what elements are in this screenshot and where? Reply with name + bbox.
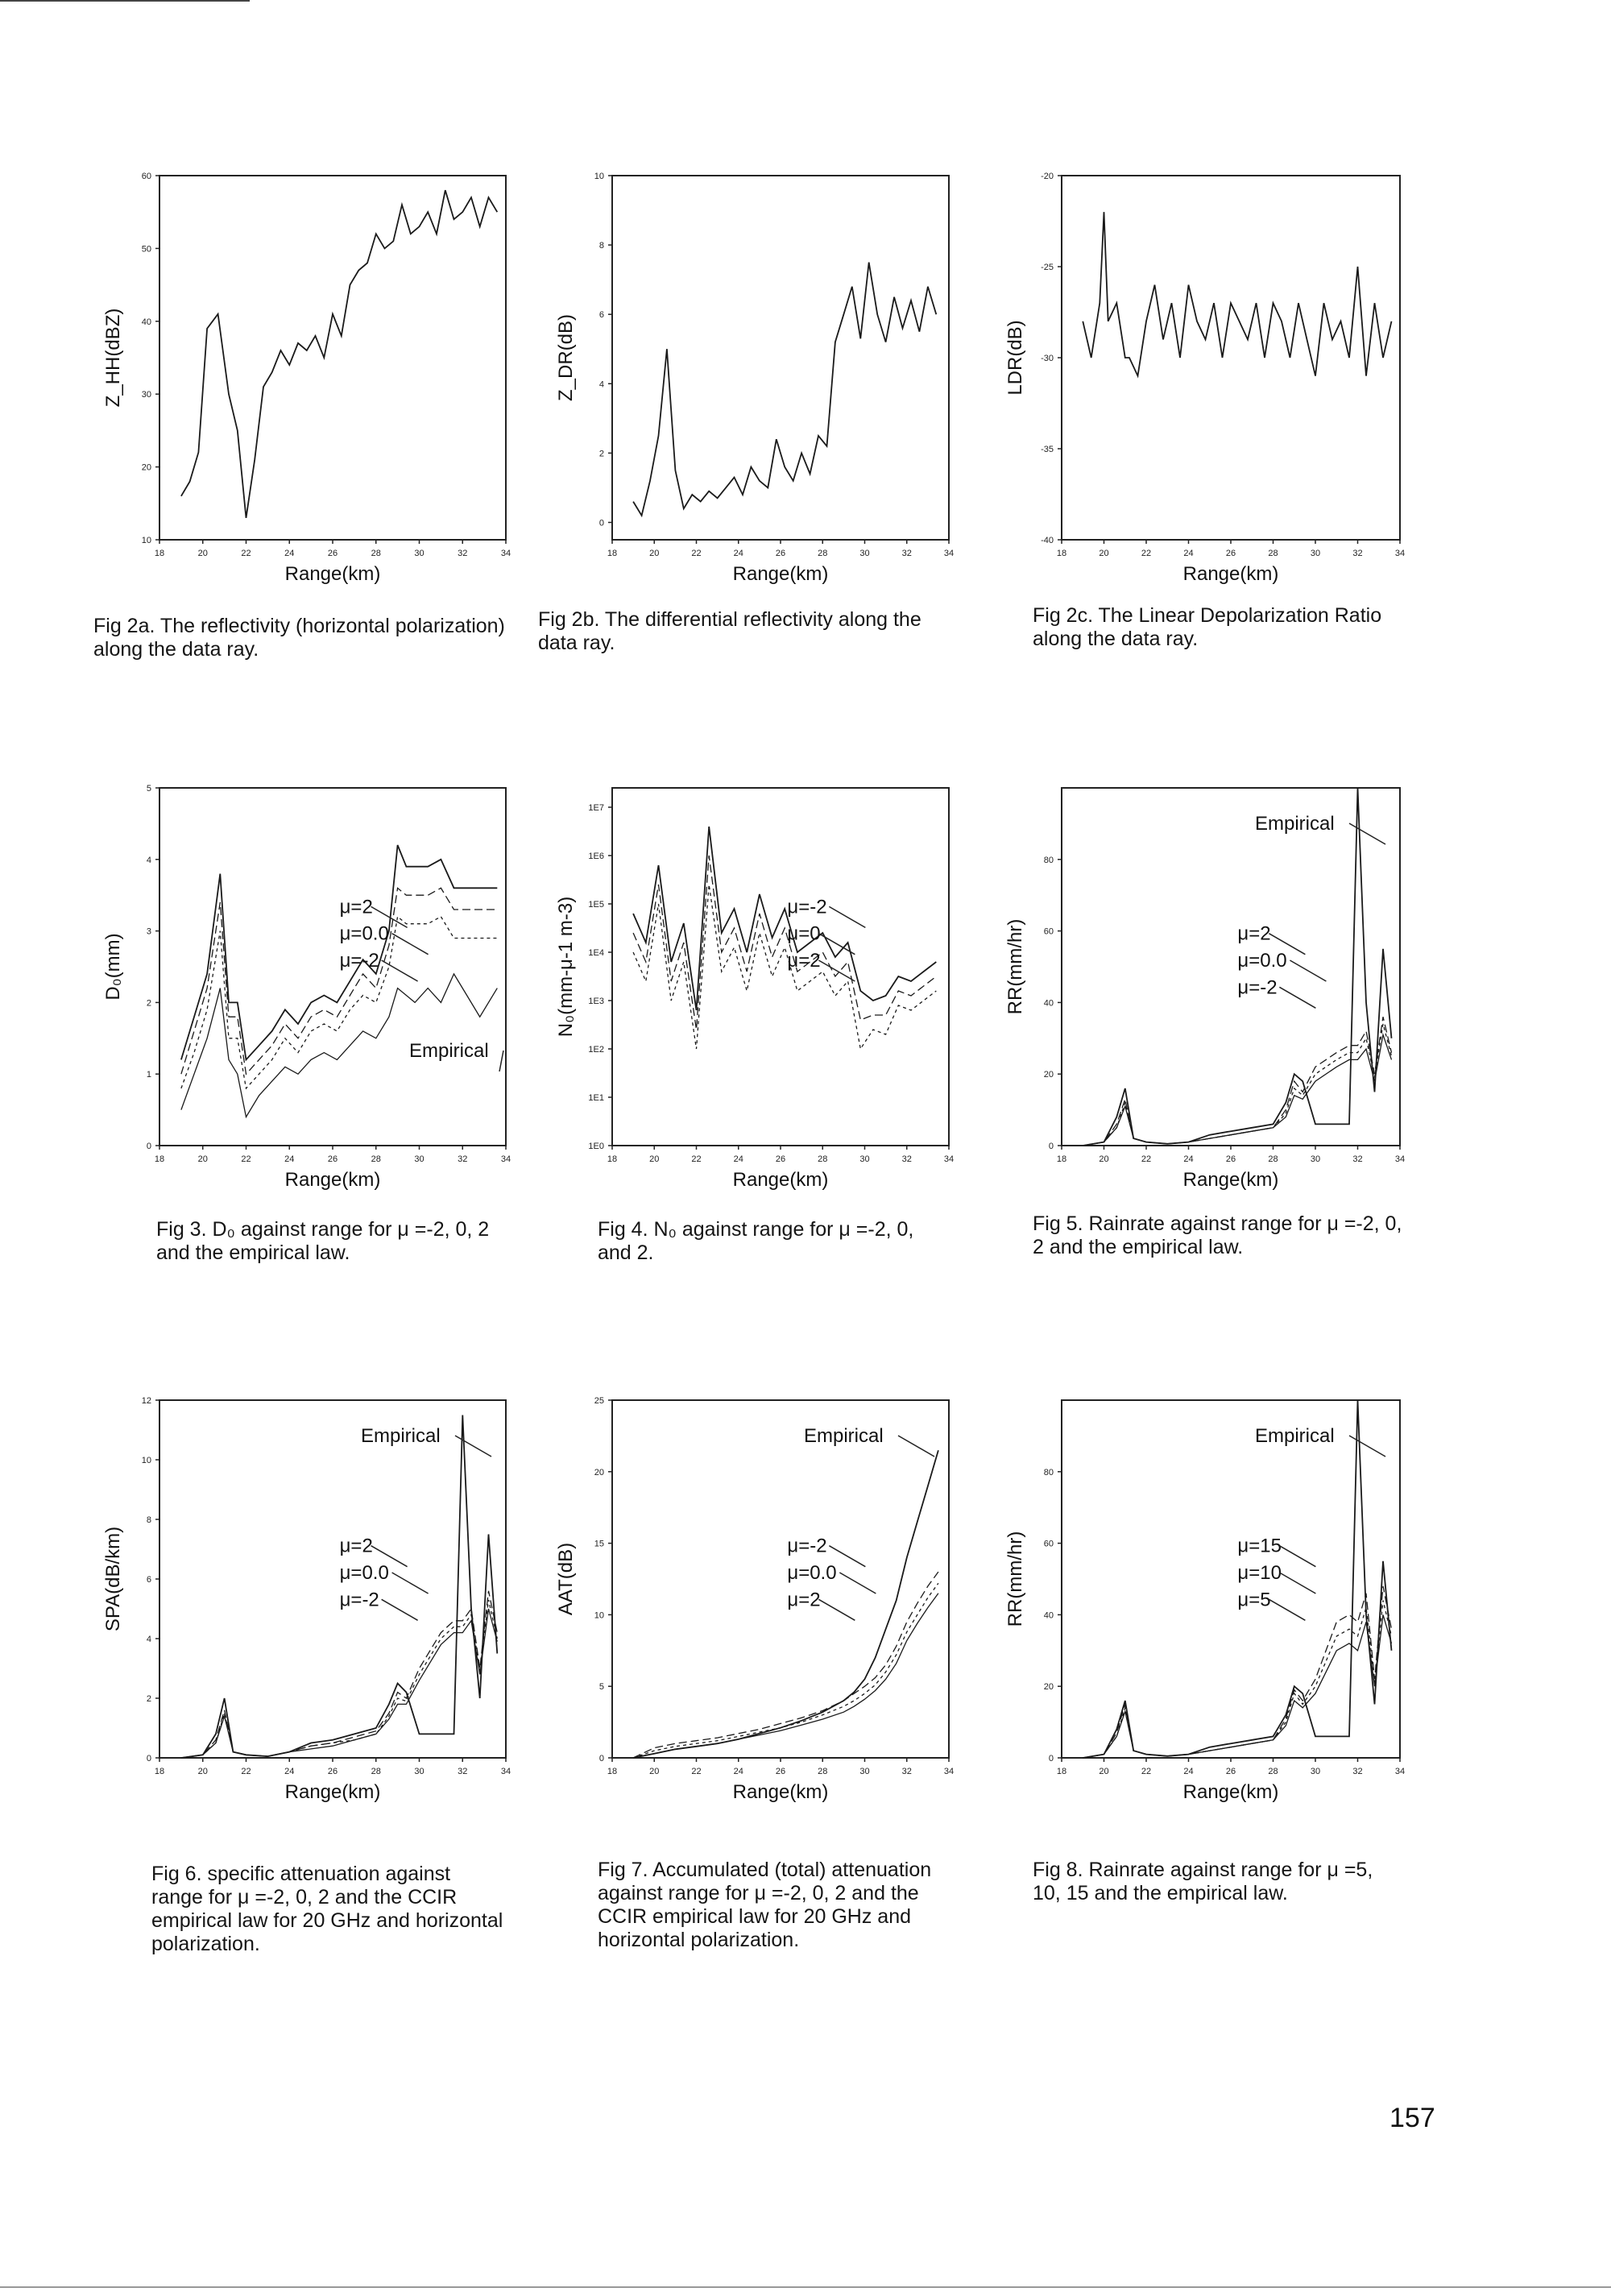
fig5-chart	[991, 773, 1410, 1192]
y-axis-label: LDR(dB)	[1004, 320, 1026, 396]
x-tick-label: 22	[241, 1767, 251, 1776]
y-axis-label: AAT(dB)	[555, 1542, 577, 1616]
x-tick-label: 30	[414, 549, 424, 558]
annotation-label: μ=2	[339, 896, 373, 918]
fig5-caption: Fig 5. Rainrate against range for μ =-2, 0, 2 and the empirical law.	[1033, 1212, 1402, 1258]
y-tick-label: 40	[1043, 998, 1054, 1009]
x-tick-label: 32	[458, 549, 468, 558]
y-tick-label: -20	[1041, 172, 1054, 181]
y-tick-label: 40	[141, 317, 151, 327]
x-tick-label: 24	[1183, 1767, 1194, 1776]
x-tick-label: 34	[500, 1767, 511, 1776]
annotation-label: Empirical	[1255, 1425, 1335, 1447]
x-tick-label: 32	[1352, 1154, 1363, 1164]
annotation-leader	[382, 1599, 418, 1620]
fig2a-chart	[97, 161, 516, 585]
y-axis-label: N₀(mm-μ-1 m-3)	[555, 896, 577, 1038]
annotation-label: μ=0.0	[339, 1562, 389, 1584]
x-tick-label: 32	[1352, 1767, 1363, 1776]
annotation-label: Empirical	[804, 1425, 884, 1447]
x-tick-label: 20	[649, 1154, 660, 1164]
x-tick-label: 20	[649, 1767, 660, 1776]
fig2c-caption: Fig 2c. The Linear Depolarization Ratio along the data ray.	[1033, 604, 1382, 650]
x-tick-label: 34	[943, 1154, 955, 1164]
x-tick-label: 26	[775, 1154, 786, 1164]
fig8-chart	[991, 1386, 1410, 1805]
x-tick-label: 18	[1056, 1767, 1067, 1776]
page-number: 157	[1389, 2103, 1435, 2133]
series-line-Empirical	[633, 1450, 938, 1758]
y-tick-label: 0	[598, 1754, 604, 1763]
y-tick-label: 1E6	[588, 852, 604, 861]
x-tick-label: 18	[154, 549, 165, 558]
y-tick-label: 60	[1043, 1539, 1054, 1549]
fig2b-panel	[538, 161, 959, 654]
y-tick-label: 2	[598, 449, 604, 459]
fig6-caption: Fig 6. specific attenuation against range for μ =-2, 0, 2 and the CCIR empirical law for 20 GHz and horizontal polarization.	[151, 1863, 503, 1955]
fig2c-panel	[991, 161, 1410, 650]
y-tick-label: 1E1	[588, 1093, 604, 1103]
y-tick-label: 1	[146, 1070, 151, 1080]
x-axis-label: Range(km)	[1182, 1781, 1279, 1803]
annotation-leader	[1349, 823, 1385, 844]
annotation-leader	[818, 934, 855, 955]
x-tick-label: 32	[901, 1154, 912, 1164]
annotation-label: μ=5	[1237, 1589, 1271, 1611]
x-tick-label: 20	[1099, 1767, 1109, 1776]
y-tick-label: 8	[146, 1515, 151, 1525]
x-tick-label: 22	[691, 1154, 702, 1164]
series-line-μ=-2	[633, 827, 936, 1010]
y-tick-label: 5	[598, 1682, 604, 1693]
x-tick-label: 34	[500, 1154, 511, 1164]
y-tick-label: 20	[1043, 1682, 1054, 1693]
y-tick-label: 20	[1043, 1070, 1054, 1080]
fig2b-chart	[540, 161, 959, 585]
plot-frame	[159, 788, 506, 1146]
x-tick-label: 18	[154, 1767, 165, 1776]
x-tick-label: 18	[607, 1154, 618, 1164]
y-tick-label: 1E7	[588, 803, 604, 813]
y-tick-label: 40	[1043, 1610, 1054, 1621]
y-axis-label: D₀(mm)	[102, 933, 124, 1001]
x-axis-label: Range(km)	[284, 1781, 381, 1803]
x-tick-label: 30	[859, 549, 870, 558]
x-tick-label: 30	[414, 1154, 424, 1164]
y-tick-label: 6	[598, 310, 604, 321]
annotation-label: μ=2	[339, 1535, 373, 1557]
x-tick-label: 22	[1141, 1154, 1152, 1164]
annotation-label: μ=0.0	[787, 1562, 837, 1584]
annotation-leader	[818, 1599, 855, 1620]
y-tick-label: 3	[146, 926, 151, 937]
fig7-panel	[540, 1386, 959, 1982]
plot-frame	[612, 1400, 949, 1758]
y-tick-label: 4	[598, 379, 604, 390]
y-axis-label: Z_HH(dBZ)	[102, 308, 124, 408]
x-axis-label: Range(km)	[732, 1169, 829, 1191]
x-axis-label: Range(km)	[284, 563, 381, 585]
x-tick-label: 18	[1056, 549, 1067, 558]
x-tick-label: 28	[818, 549, 828, 558]
series-line-μ=2	[1083, 1017, 1391, 1146]
x-tick-label: 18	[154, 1154, 165, 1164]
fig5-panel	[991, 773, 1410, 1273]
y-tick-label: 80	[1043, 855, 1054, 865]
x-tick-label: 26	[1225, 1154, 1236, 1164]
annotation-leader	[382, 960, 418, 981]
x-tick-label: 32	[1352, 549, 1363, 558]
series-line-μ=0	[633, 856, 936, 1030]
x-tick-label: 30	[1310, 549, 1321, 558]
x-tick-label: 34	[500, 549, 511, 558]
series-line-μ=0.0	[1083, 1024, 1391, 1146]
y-tick-label: 6	[146, 1575, 151, 1585]
y-tick-label: 0	[1048, 1754, 1054, 1763]
x-tick-label: 30	[1310, 1154, 1321, 1164]
series-line-μ=10	[1083, 1601, 1391, 1758]
x-tick-label: 32	[901, 1767, 912, 1776]
y-tick-label: 10	[594, 1610, 604, 1621]
x-axis-label: Range(km)	[732, 1781, 829, 1803]
plot-frame	[1062, 788, 1400, 1146]
annotation-leader	[455, 1436, 491, 1457]
annotation-label: Empirical	[361, 1425, 441, 1447]
x-tick-label: 30	[859, 1767, 870, 1776]
annotation-label: μ=-2	[339, 1589, 379, 1611]
y-tick-label: 4	[146, 855, 151, 865]
x-tick-label: 26	[775, 549, 786, 558]
annotation-leader	[499, 1051, 503, 1071]
annotation-label: μ=2	[1237, 922, 1271, 945]
y-tick-label: 60	[1043, 926, 1054, 937]
plot-frame	[159, 176, 506, 540]
annotation-leader	[392, 934, 429, 955]
x-tick-label: 26	[775, 1767, 786, 1776]
annotation-leader	[392, 1573, 429, 1594]
annotation-leader	[1279, 987, 1315, 1008]
x-tick-label: 26	[327, 549, 338, 558]
x-tick-label: 28	[371, 1767, 381, 1776]
annotation-leader	[1269, 1599, 1305, 1620]
x-tick-label: 24	[1183, 549, 1194, 558]
y-tick-label: 1E5	[588, 900, 604, 910]
x-axis-label: Range(km)	[284, 1169, 381, 1191]
fig2c-chart	[991, 161, 1410, 585]
fig4-chart	[540, 773, 959, 1192]
series-line-μ=2	[633, 1594, 938, 1758]
fig2b-caption: Fig 2b. The differential reflectivity along the data ray.	[538, 608, 921, 654]
fig8-panel	[991, 1386, 1410, 1982]
x-tick-label: 34	[943, 1767, 955, 1776]
y-tick-label: 20	[594, 1467, 604, 1477]
series-line-μ=-2	[181, 1609, 497, 1758]
series-line-Z_DR	[633, 263, 936, 516]
y-tick-label: 15	[594, 1539, 604, 1549]
x-tick-label: 30	[414, 1767, 424, 1776]
annotation-label: μ=0.0	[1237, 950, 1287, 972]
x-tick-label: 22	[691, 1767, 702, 1776]
y-tick-label: 1E0	[588, 1142, 604, 1151]
series-line-μ=-2	[1083, 1034, 1391, 1146]
bottom-rule	[0, 2286, 1611, 2288]
y-tick-label: 50	[141, 244, 151, 255]
y-tick-label: 10	[141, 1456, 151, 1465]
y-tick-label: 80	[1043, 1467, 1054, 1477]
x-tick-label: 28	[1268, 1154, 1278, 1164]
annotation-leader	[1279, 1546, 1315, 1567]
x-tick-label: 28	[818, 1154, 828, 1164]
fig8-caption: Fig 8. Rainrate against range for μ =5, 10, 15 and the empirical law.	[1033, 1859, 1373, 1904]
x-axis-label: Range(km)	[1182, 1169, 1279, 1191]
y-tick-label: 30	[141, 390, 151, 400]
y-tick-label: 5	[146, 784, 151, 794]
x-tick-label: 20	[197, 1154, 208, 1164]
y-axis-label: Z_DR(dB)	[555, 313, 577, 402]
annotation-leader	[1349, 1436, 1385, 1457]
x-tick-label: 34	[1394, 549, 1406, 558]
fig3-caption: Fig 3. D₀ against range for μ =-2, 0, 2 and the empirical law.	[156, 1218, 490, 1264]
annotation-label: μ=-2	[787, 896, 827, 918]
x-tick-label: 20	[197, 549, 208, 558]
x-tick-label: 26	[327, 1767, 338, 1776]
plot-frame	[612, 788, 949, 1146]
series-line-LDR	[1083, 212, 1391, 375]
x-tick-label: 20	[1099, 1154, 1109, 1164]
annotation-label: μ=15	[1237, 1535, 1282, 1557]
y-tick-label: 0	[1048, 1142, 1054, 1151]
y-tick-label: -25	[1041, 263, 1054, 272]
annotation-label: μ=10	[1237, 1562, 1282, 1584]
y-tick-label: 1E4	[588, 948, 604, 958]
x-tick-label: 24	[733, 1767, 743, 1776]
series-line-μ=-2	[633, 1572, 938, 1758]
x-tick-label: 26	[1225, 549, 1236, 558]
y-axis-label: RR(mm/hr)	[1004, 918, 1026, 1015]
y-tick-label: 25	[594, 1396, 604, 1406]
annotation-label: μ=2	[787, 1589, 821, 1611]
x-tick-label: 24	[733, 549, 743, 558]
x-tick-label: 18	[1056, 1154, 1067, 1164]
y-tick-label: 2	[146, 1694, 151, 1704]
annotation-label: μ=-2	[787, 1535, 827, 1557]
y-tick-label: 1E2	[588, 1045, 604, 1055]
annotation-leader	[1279, 1573, 1315, 1594]
annotation-leader	[898, 1436, 934, 1457]
y-tick-label: 8	[598, 241, 604, 251]
fig2a-panel	[93, 161, 516, 661]
y-tick-label: 4	[146, 1635, 151, 1644]
fig3-panel	[97, 773, 516, 1273]
x-tick-label: 28	[818, 1767, 828, 1776]
x-tick-label: 28	[1268, 1767, 1278, 1776]
x-axis-label: Range(km)	[732, 563, 829, 585]
x-tick-label: 18	[607, 1767, 618, 1776]
annotation-label: Empirical	[409, 1040, 489, 1062]
x-tick-label: 22	[691, 549, 702, 558]
fig7-caption: Fig 7. Accumulated (total) attenuation against range for μ =-2, 0, 2 and the CCIR empirical law for 20 GHz and horizontal polarization.	[598, 1859, 932, 1951]
x-tick-label: 22	[241, 1154, 251, 1164]
annotation-label: μ=-2	[339, 950, 379, 972]
y-tick-label: 10	[594, 172, 604, 181]
annotation-leader	[829, 906, 865, 927]
x-tick-label: 18	[607, 549, 618, 558]
x-tick-label: 20	[649, 549, 660, 558]
x-tick-label: 32	[458, 1154, 468, 1164]
y-tick-label: 10	[141, 536, 151, 545]
plot-frame	[1062, 1400, 1400, 1758]
series-line-Empirical	[181, 1415, 497, 1759]
fig4-panel	[540, 773, 959, 1273]
x-tick-label: 30	[1310, 1767, 1321, 1776]
x-tick-label: 22	[241, 549, 251, 558]
top-rule	[0, 0, 250, 2]
x-tick-label: 20	[1099, 549, 1109, 558]
y-tick-label: 1E3	[588, 997, 604, 1006]
y-tick-label: -30	[1041, 354, 1054, 363]
annotation-label: Empirical	[1255, 813, 1335, 835]
x-tick-label: 24	[284, 1154, 295, 1164]
x-tick-label: 34	[1394, 1154, 1406, 1164]
fig3-chart	[97, 773, 516, 1192]
x-tick-label: 22	[1141, 1767, 1152, 1776]
plot-frame	[159, 1400, 506, 1758]
x-tick-label: 28	[371, 549, 381, 558]
y-tick-label: 2	[146, 998, 151, 1009]
fig4-caption: Fig 4. N₀ against range for μ =-2, 0, and 2.	[598, 1218, 914, 1264]
annotation-label: μ=-2	[1237, 976, 1278, 999]
x-tick-label: 28	[371, 1154, 381, 1164]
x-tick-label: 30	[859, 1154, 870, 1164]
x-tick-label: 34	[943, 549, 955, 558]
annotation-label: μ=0	[787, 922, 821, 945]
x-tick-label: 24	[1183, 1154, 1194, 1164]
x-tick-label: 24	[284, 549, 295, 558]
series-line-Z_HH	[181, 190, 497, 518]
x-tick-label: 26	[1225, 1767, 1236, 1776]
y-tick-label: 0	[146, 1142, 151, 1151]
x-tick-label: 24	[284, 1767, 295, 1776]
x-tick-label: 22	[1141, 549, 1152, 558]
fig2a-caption: Fig 2a. The reflectivity (horizontal polarization) along the data ray.	[93, 615, 505, 661]
fig6-panel	[97, 1386, 516, 1982]
plot-frame	[612, 176, 949, 540]
y-tick-label: -40	[1041, 536, 1054, 545]
y-tick-label: 0	[146, 1754, 151, 1763]
annotation-label: μ=2	[787, 950, 821, 972]
fig6-chart	[97, 1386, 516, 1805]
annotation-leader	[1290, 960, 1326, 981]
y-tick-label: -35	[1041, 445, 1054, 454]
y-tick-label: 0	[598, 518, 604, 528]
fig7-chart	[540, 1386, 959, 1805]
x-tick-label: 26	[327, 1154, 338, 1164]
x-tick-label: 24	[733, 1154, 743, 1164]
y-axis-label: SPA(dB/km)	[102, 1526, 124, 1632]
annotation-leader	[839, 1573, 876, 1594]
x-tick-label: 32	[458, 1767, 468, 1776]
x-tick-label: 20	[197, 1767, 208, 1776]
x-tick-label: 32	[901, 549, 912, 558]
x-tick-label: 28	[1268, 549, 1278, 558]
y-tick-label: 12	[141, 1396, 151, 1406]
y-tick-label: 20	[141, 462, 151, 473]
annotation-label: μ=0.0	[339, 922, 389, 945]
x-tick-label: 34	[1394, 1767, 1406, 1776]
y-axis-label: RR(mm/hr)	[1004, 1531, 1026, 1627]
x-axis-label: Range(km)	[1182, 563, 1279, 585]
y-tick-label: 60	[141, 172, 151, 181]
